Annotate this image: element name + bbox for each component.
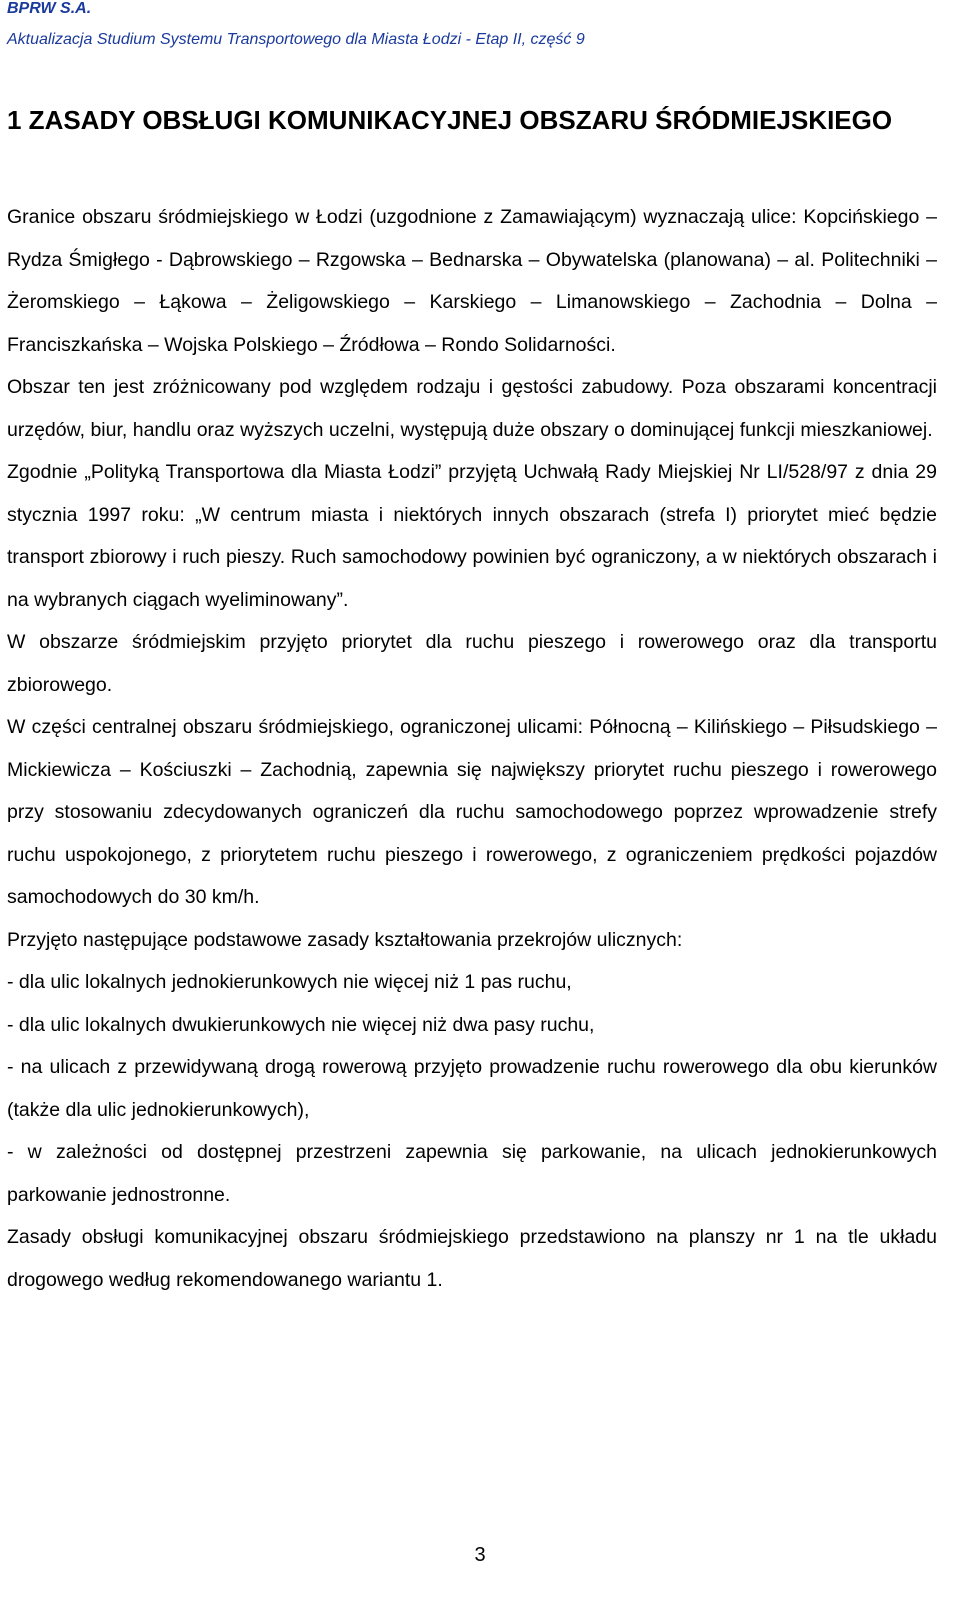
paragraph-zoning: Obszar ten jest zróżnicowany pod względem rodzaju i gęstości zabudowy. Poza obszarami koncentracji urzędów, biur, handlu oraz wyższych uczelni, występują duże obszary o dominującej funkcji mieszkaniowej. xyxy=(7,376,937,441)
paragraph-principles-intro: Przyjęto następujące podstawowe zasady kształtowania przekrojów ulicznych: xyxy=(7,928,683,951)
list-item-parking: - w zależności od dostępnej przestrzeni zapewnia się parkowanie, na ulicach jednokierunkowych parkowanie jednostronne. xyxy=(7,1141,937,1206)
page-number: 3 xyxy=(474,1544,486,1566)
header-subtitle: Aktualizacja Studium Systemu Transportowego dla Miasta Łodzi - Etap II, część 9 xyxy=(7,31,585,48)
paragraph-central-zone: W części centralnej obszaru śródmiejskiego, ograniczonej ulicami: Północną – Kilińskiego – Piłsudskiego – Mickiewicza – Kościuszki – Zachodnią, zapewnia się największy priorytet ruchu pieszego i rowerowego przy stosowaniu zdecydowanych ograniczeń dla ruchu samochodowego poprzez wprowadzenie strefy ruchu uspokojonego, z priorytetem ruchu pieszego i rowerowego, z ograniczeniem prędkości pojazdów samochodowych do 30 km/h. xyxy=(7,716,937,908)
header-company: BPRW S.A. xyxy=(7,0,92,17)
paragraph-map-reference: Zasady obsługi komunikacyjnej obszaru śródmiejskiego przedstawiono na planszy nr 1 na tle układu drogowego według rekomendowanego wariantu 1. xyxy=(7,1226,937,1291)
list-item-one-way: - dla ulic lokalnych jednokierunkowych nie więcej niż 1 pas ruchu, xyxy=(7,971,572,993)
paragraph-policy: Zgodnie „Polityką Transportowa dla Miasta Łodzi” przyjętą Uchwałą Rady Miejskiej Nr LI/528/97 z dnia 29 stycznia 1997 roku: „W centrum miasta i niektórych innych obszarach (strefa I) priorytet mieć będzie transport zbiorowy i ruch pieszy. Ruch samochodowy powinien być ograniczony, a w niektórych obszarach i na wybranych ciągach wyeliminowany”. xyxy=(7,461,937,611)
chapter-title: 1 ZASADY OBSŁUGI KOMUNIKACYJNEJ OBSZARU ŚRÓDMIEJSKIEGO xyxy=(7,105,893,135)
paragraph-boundaries: Granice obszaru śródmiejskiego w Łodzi (uzgodnione z Zamawiającym) wyznaczają ulice: Kopcińskiego – Rydza Śmigłego - Dąbrowskiego – Rzgowska – Bednarska – Obywatelska (planowana) – al. Politechniki – Żeromskiego – Łąkowa – Żeligowskiego – Karskiego – Limanowskiego – Zachodnia – Dolna – Franciszkańska – Wojska Polskiego – Źródłowa – Rondo Solidarności. xyxy=(7,206,937,356)
paragraph-priority: W obszarze śródmiejskim przyjęto priorytet dla ruchu pieszego i rowerowego oraz dla transportu zbiorowego. xyxy=(7,631,937,696)
body-text xyxy=(7,196,937,1301)
list-item-cycling: - na ulicach z przewidywaną drogą rowerową przyjęto prowadzenie ruchu rowerowego dla obu kierunków (także dla ulic jednokierunkowych), xyxy=(7,1056,937,1121)
list-item-two-way: - dla ulic lokalnych dwukierunkowych nie więcej niż dwa pasy ruchu, xyxy=(7,1013,595,1036)
